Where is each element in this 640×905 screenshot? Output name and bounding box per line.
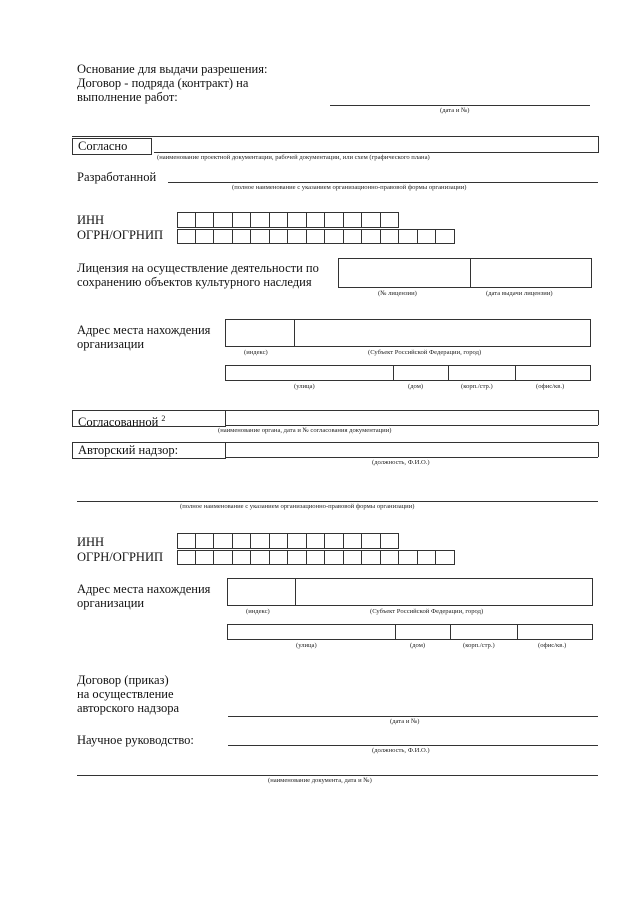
approved-footnote: 2: [161, 414, 166, 423]
org2-office-field[interactable]: [518, 625, 592, 639]
approved-underline: [226, 425, 598, 426]
digit-cell[interactable]: [325, 550, 344, 565]
science-underline: [228, 745, 598, 746]
supervision-position-field[interactable]: [227, 443, 598, 457]
org2-index-field[interactable]: [228, 579, 294, 605]
digit-cell[interactable]: [233, 533, 252, 549]
science-caption: (должность, Ф.И.О.): [372, 747, 430, 754]
science-doc-field[interactable]: [77, 764, 598, 775]
digit-cell[interactable]: [362, 229, 381, 244]
org1-license-num-caption: (№ лицензии): [378, 290, 417, 297]
contract-label-line3: авторского надзора: [77, 701, 180, 715]
science-label: Научное руководство:: [77, 733, 194, 747]
digit-cell[interactable]: [381, 533, 400, 549]
basis-label-line1: Основание для выдачи разрешения:: [77, 62, 268, 76]
org1-index-field[interactable]: [226, 320, 293, 346]
org1-region-caption: (Субъект Российской Федерации, город): [368, 349, 482, 356]
digit-cell[interactable]: [362, 212, 381, 228]
org1-building-caption: (корп./стр.): [461, 383, 493, 390]
digit-cell[interactable]: [325, 229, 344, 244]
digit-cell[interactable]: [344, 533, 363, 549]
digit-cell[interactable]: [436, 229, 455, 244]
agreed-right-edge: [598, 136, 599, 153]
approved-right-edge: [598, 410, 599, 425]
digit-cell[interactable]: [214, 229, 233, 244]
org2-address-line1: Адрес места нахождения: [77, 582, 211, 596]
org2-index-caption: (индекс): [246, 608, 270, 615]
digit-cell[interactable]: [344, 229, 363, 244]
digit-cell[interactable]: [270, 229, 289, 244]
supervision-org-underline: [77, 501, 598, 502]
agreed-label: Согласно: [78, 139, 128, 153]
org1-building-field[interactable]: [449, 366, 514, 380]
supervision-org-field[interactable]: [77, 490, 598, 501]
digit-cell[interactable]: [233, 229, 252, 244]
digit-cell[interactable]: [307, 229, 326, 244]
org1-house-field[interactable]: [394, 366, 447, 380]
basis-underline: [330, 105, 590, 106]
agreed-underline: [154, 152, 598, 153]
digit-cell[interactable]: [251, 212, 270, 228]
org2-address-line2: организации: [77, 596, 145, 610]
contract-caption: (дата и №): [390, 718, 420, 725]
org1-ogrn-label: ОГРН/ОГРНИП: [77, 228, 163, 242]
science-doc-caption: (наименование документа, дата и №): [268, 777, 372, 784]
supervision-right-edge: [598, 442, 599, 457]
developed-caption: (полное наименование с указанием организационно-правовой формы организации): [232, 184, 467, 191]
supervision-position-caption: (должность, Ф.И.О.): [372, 459, 430, 466]
digit-cell[interactable]: [177, 533, 196, 549]
org1-house-caption: (дом): [408, 383, 424, 390]
digit-cell[interactable]: [270, 212, 289, 228]
digit-cell[interactable]: [436, 550, 455, 565]
digit-cell[interactable]: [418, 550, 437, 565]
org1-office-caption: (офис/кв.): [536, 383, 565, 390]
digit-cell[interactable]: [362, 533, 381, 549]
org1-license-line2: сохранению объектов культурного наследия: [77, 275, 312, 289]
supervision-org-caption: (полное наименование с указанием организационно-правовой формы организации): [180, 503, 415, 510]
org2-house-caption: (дом): [410, 642, 426, 649]
org1-office-field[interactable]: [516, 366, 590, 380]
org1-address-line2: организации: [77, 337, 145, 351]
digit-cell[interactable]: [196, 229, 215, 244]
basis-caption: (дата и №): [440, 107, 470, 114]
digit-cell[interactable]: [344, 550, 363, 565]
org2-inn-label: ИНН: [77, 535, 105, 549]
digit-cell[interactable]: [288, 550, 307, 565]
org1-index-caption: (индекс): [244, 349, 268, 356]
digit-cell[interactable]: [233, 212, 252, 228]
digit-cell[interactable]: [344, 212, 363, 228]
contract-underline: [228, 716, 598, 717]
org2-region-caption: (Субъект Российской Федерации, город): [370, 608, 484, 615]
digit-cell[interactable]: [251, 533, 270, 549]
approved-caption: (наименование органа, дата и № согласования документации): [218, 427, 392, 434]
digit-cell[interactable]: [381, 212, 400, 228]
digit-cell[interactable]: [251, 550, 270, 565]
digit-cell[interactable]: [214, 212, 233, 228]
contract-label-line1: Договор (приказ): [77, 673, 169, 687]
digit-cell[interactable]: [177, 550, 196, 565]
org2-house-field[interactable]: [396, 625, 449, 639]
org2-building-field[interactable]: [451, 625, 516, 639]
digit-cell[interactable]: [362, 550, 381, 565]
org1-license-date-field[interactable]: [471, 259, 591, 287]
digit-cell[interactable]: [196, 212, 215, 228]
approved-field[interactable]: [227, 411, 598, 425]
digit-cell[interactable]: [214, 550, 233, 565]
digit-cell[interactable]: [399, 550, 418, 565]
digit-cell[interactable]: [288, 212, 307, 228]
digit-cell[interactable]: [288, 533, 307, 549]
contract-field[interactable]: [228, 705, 598, 716]
digit-cell[interactable]: [307, 550, 326, 565]
supervision-label: Авторский надзор:: [78, 443, 179, 457]
org1-inn-label: ИНН: [77, 213, 105, 227]
basis-label-line2: Договор - подряда (контракт) на: [77, 76, 249, 90]
digit-cell[interactable]: [251, 229, 270, 244]
org2-street-field[interactable]: [228, 625, 394, 639]
digit-cell[interactable]: [177, 229, 196, 244]
digit-cell[interactable]: [196, 533, 215, 549]
org1-license-line1: Лицензия на осуществление деятельности по: [77, 261, 319, 275]
digit-cell[interactable]: [381, 229, 400, 244]
digit-cell[interactable]: [325, 533, 344, 549]
org2-ogrn-label: ОГРН/ОГРНИП: [77, 550, 163, 564]
org1-street-caption: (улица): [294, 383, 315, 390]
org2-region-field[interactable]: [296, 579, 592, 605]
org1-license-date-caption: (дата выдачи лицензии): [486, 290, 553, 297]
science-doc-underline: [77, 775, 598, 776]
org2-office-caption: (офис/кв.): [538, 642, 567, 649]
agreed-caption: (наименование проектной документации, рабочей документации, или схем (графического плана): [157, 154, 430, 161]
org2-building-caption: (корп./стр.): [463, 642, 495, 649]
org1-address-line1: Адрес места нахождения: [77, 323, 211, 337]
digit-cell[interactable]: [381, 550, 400, 565]
org1-license-number-field[interactable]: [339, 259, 469, 287]
digit-cell[interactable]: [307, 212, 326, 228]
digit-cell[interactable]: [325, 212, 344, 228]
contract-label-line2: на осуществление: [77, 687, 174, 701]
digit-cell[interactable]: [399, 229, 418, 244]
org1-street-field[interactable]: [226, 366, 392, 380]
agreed-top-line: [72, 136, 598, 137]
supervision-underline: [226, 457, 598, 458]
digit-cell[interactable]: [288, 229, 307, 244]
digit-cell[interactable]: [177, 212, 196, 228]
org2-street-caption: (улица): [296, 642, 317, 649]
developed-label: Разработанной: [77, 170, 157, 184]
digit-cell[interactable]: [270, 533, 289, 549]
digit-cell[interactable]: [214, 533, 233, 549]
digit-cell[interactable]: [270, 550, 289, 565]
digit-cell[interactable]: [418, 229, 437, 244]
digit-cell[interactable]: [233, 550, 252, 565]
basis-label-line3: выполнение работ:: [77, 90, 178, 104]
digit-cell[interactable]: [307, 533, 326, 549]
approved-label: Согласованной $^2$: [78, 414, 166, 430]
digit-cell[interactable]: [196, 550, 215, 565]
agreed-document-field[interactable]: [154, 139, 598, 153]
org1-region-field[interactable]: [295, 320, 590, 346]
developed-underline: [168, 182, 598, 183]
